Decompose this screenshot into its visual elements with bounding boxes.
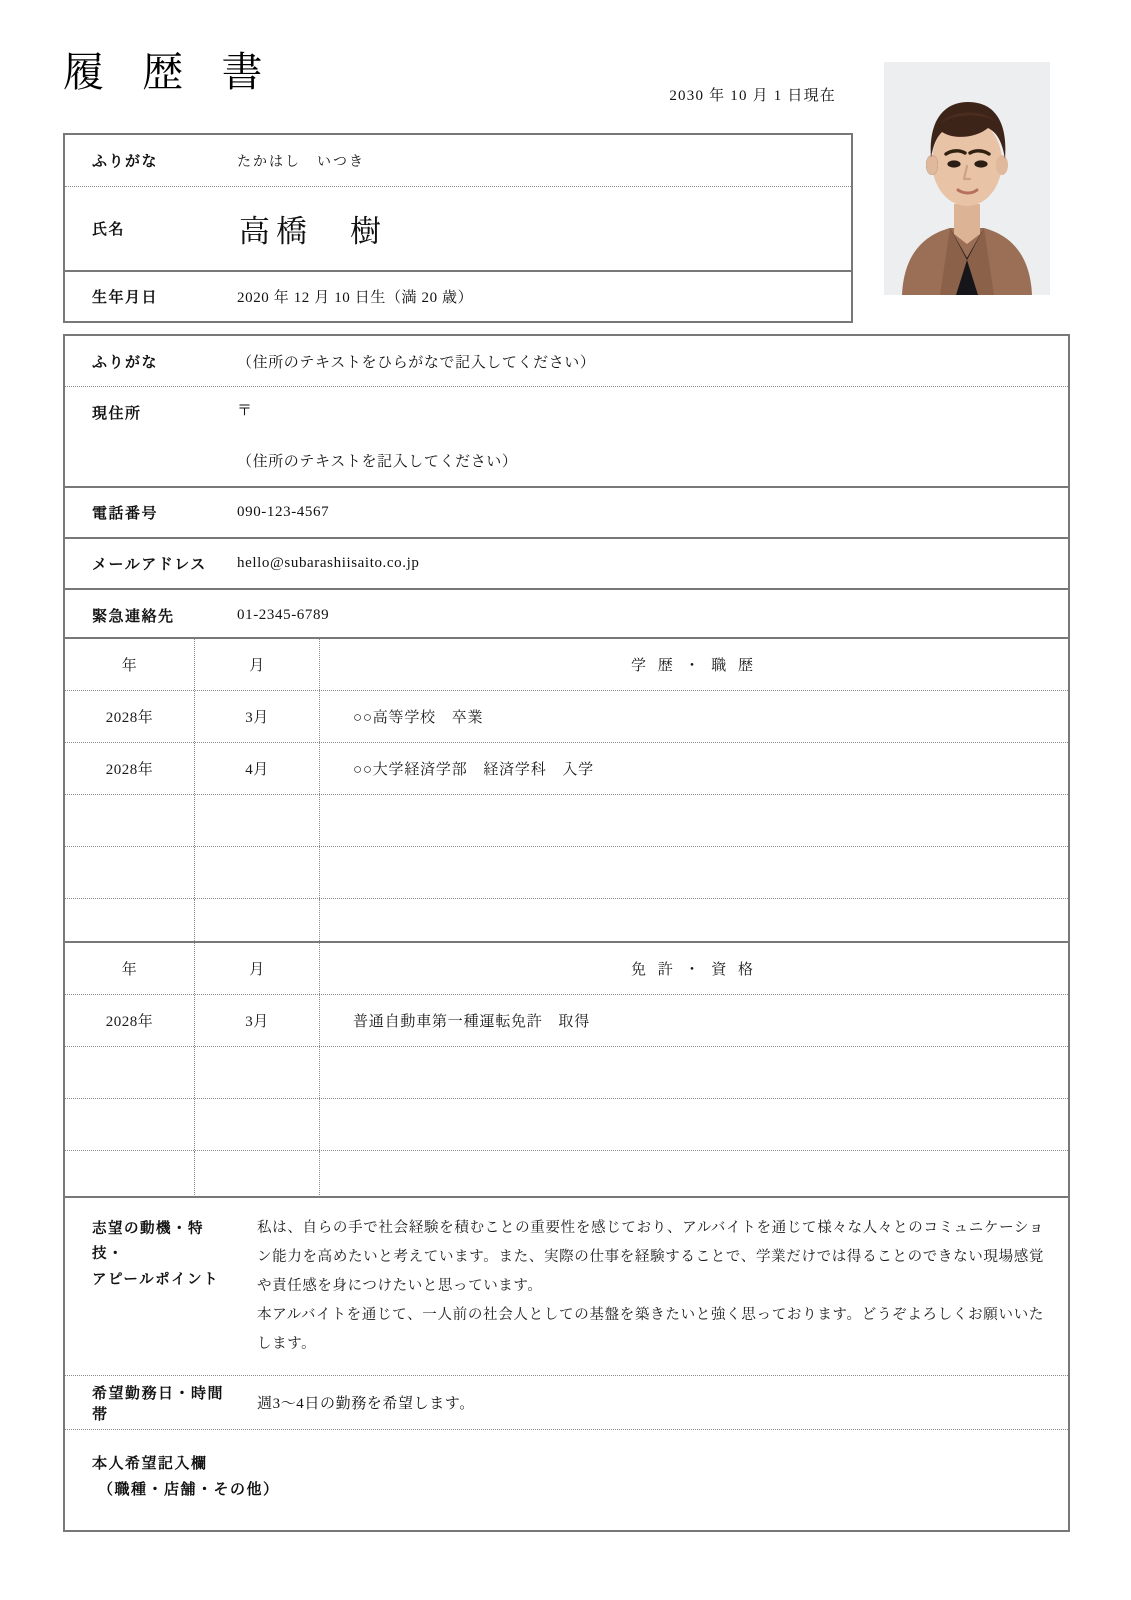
personal-request-label (65, 1430, 325, 1530)
personal-request-label-line2: （職種・店舗・その他） (98, 1481, 280, 1498)
address-label: 現住所 (92, 406, 142, 422)
row-email (65, 539, 1068, 590)
row-telephone (65, 488, 1068, 539)
name-label: 氏名 (92, 222, 126, 238)
table-row (65, 847, 1068, 899)
page-title: 履 歴 書 (63, 49, 277, 95)
column-header-month: 月 (195, 943, 320, 994)
row-personal-request (65, 1430, 1068, 1530)
cell-year (65, 1099, 195, 1150)
cell-month (195, 847, 320, 898)
column-header-description: 学 歴 ・ 職 歴 (630, 658, 757, 674)
cell-year (65, 847, 195, 898)
motivation-label-line1: 志望の動機・特技・ (92, 1221, 204, 1263)
row-birthdate (65, 272, 851, 321)
column-header-year: 年 (65, 639, 195, 690)
cell-year: 2028年 (65, 743, 195, 794)
cell-description (320, 1099, 1068, 1150)
cell-description (320, 795, 1068, 846)
email-value: hello@subarashiisaito.co.jp (237, 555, 420, 571)
preferred-hours-label: 希望勤務日・時間帯 (92, 1385, 225, 1423)
cell-year (65, 795, 195, 846)
motivation-label-line2: アピールポイント (92, 1271, 220, 1288)
applicant-photo (884, 62, 1050, 295)
motivation-body (233, 1198, 1068, 1375)
telephone-value: 090-123-4567 (237, 504, 330, 520)
education-history-table (63, 637, 1070, 953)
row-emergency-contact (65, 590, 1068, 640)
address-furigana-value: （住所のテキストをひらがなで記入してください） (237, 354, 596, 371)
photo-illustration (884, 62, 1050, 295)
personal-request-value (325, 1430, 1068, 1530)
cell-description (320, 847, 1068, 898)
cell-month (195, 1099, 320, 1150)
column-header-month: 月 (195, 639, 320, 690)
license-qualification-table (63, 941, 1070, 1205)
table-row (65, 795, 1068, 847)
emergency-contact-value: 01-2345-6789 (237, 606, 330, 623)
cell-description (320, 1047, 1068, 1098)
birthdate-value: 2020 年 12 月 10 日生（満 20 歳） (237, 290, 474, 306)
license-table-header (65, 943, 1068, 995)
row-name (65, 187, 851, 272)
cell-year: 2028年 (65, 691, 195, 742)
row-preferred-hours (65, 1376, 1068, 1430)
cell-year: 2028年 (65, 995, 195, 1046)
table-row (65, 1047, 1068, 1099)
motivation-paragraph-1: 私は、自らの手で社会経験を積むことの重要性を感じており、アルバイトを通じて様々な人々とのコミュニケーション能力を高めたいと考えています。また、実際の仕事を経験することで、学業だけでは得ることのできない現場感覚や責任感を身につけたいと思っています。 (257, 1220, 1044, 1294)
column-header-year: 年 (65, 943, 195, 994)
cell-month (195, 1047, 320, 1098)
motivation-label (65, 1198, 233, 1375)
row-address (65, 387, 1068, 488)
cell-year (65, 1047, 195, 1098)
cell-description: 普通自動車第一種運転免許 取得 (353, 1014, 591, 1030)
address-furigana-label: ふりがな (92, 354, 159, 371)
address-placeholder: （住所のテキストを記入してください） (237, 454, 518, 470)
cell-month: 3月 (195, 995, 320, 1046)
table-row (65, 691, 1068, 743)
name-furigana-label: ふりがな (92, 154, 159, 170)
cell-month: 4月 (195, 743, 320, 794)
telephone-label: 電話番号 (92, 506, 159, 522)
postal-code-mark: 〒 (237, 403, 254, 419)
address-value (233, 387, 1068, 486)
cell-month (195, 795, 320, 846)
name-value: 高橋 樹 (239, 214, 387, 249)
personal-request-label-line1: 本人希望記入欄 (92, 1456, 208, 1472)
contact-table (63, 334, 1070, 642)
remarks-table (63, 1196, 1070, 1532)
row-motivation (65, 1198, 1068, 1376)
row-name-furigana (65, 135, 851, 187)
education-table-header (65, 639, 1068, 691)
table-row (65, 995, 1068, 1047)
cell-description: ○○大学経済学部 経済学科 入学 (353, 762, 594, 778)
birthdate-label: 生年月日 (92, 290, 159, 306)
cell-description: ○○高等学校 卒業 (353, 710, 484, 726)
email-label: メールアドレス (92, 557, 207, 573)
column-header-description: 免 許 ・ 資 格 (630, 962, 757, 978)
table-row (65, 1099, 1068, 1151)
as-of-date: 2030 年 10 月 1 日現在 (669, 88, 836, 104)
name-furigana-value: たかはし いつき (237, 154, 365, 170)
preferred-hours-value: 週3〜4日の勤務を希望します。 (257, 1396, 475, 1412)
identity-table (63, 133, 853, 323)
cell-month: 3月 (195, 691, 320, 742)
row-address-furigana (65, 336, 1068, 387)
table-row (65, 743, 1068, 795)
emergency-contact-label: 緊急連絡先 (92, 608, 175, 625)
motivation-paragraph-2: 本アルバイトを通じて、一人前の社会人としての基盤を築きたいと強く思っております。どうぞよろしくお願いいたします。 (257, 1307, 1044, 1352)
